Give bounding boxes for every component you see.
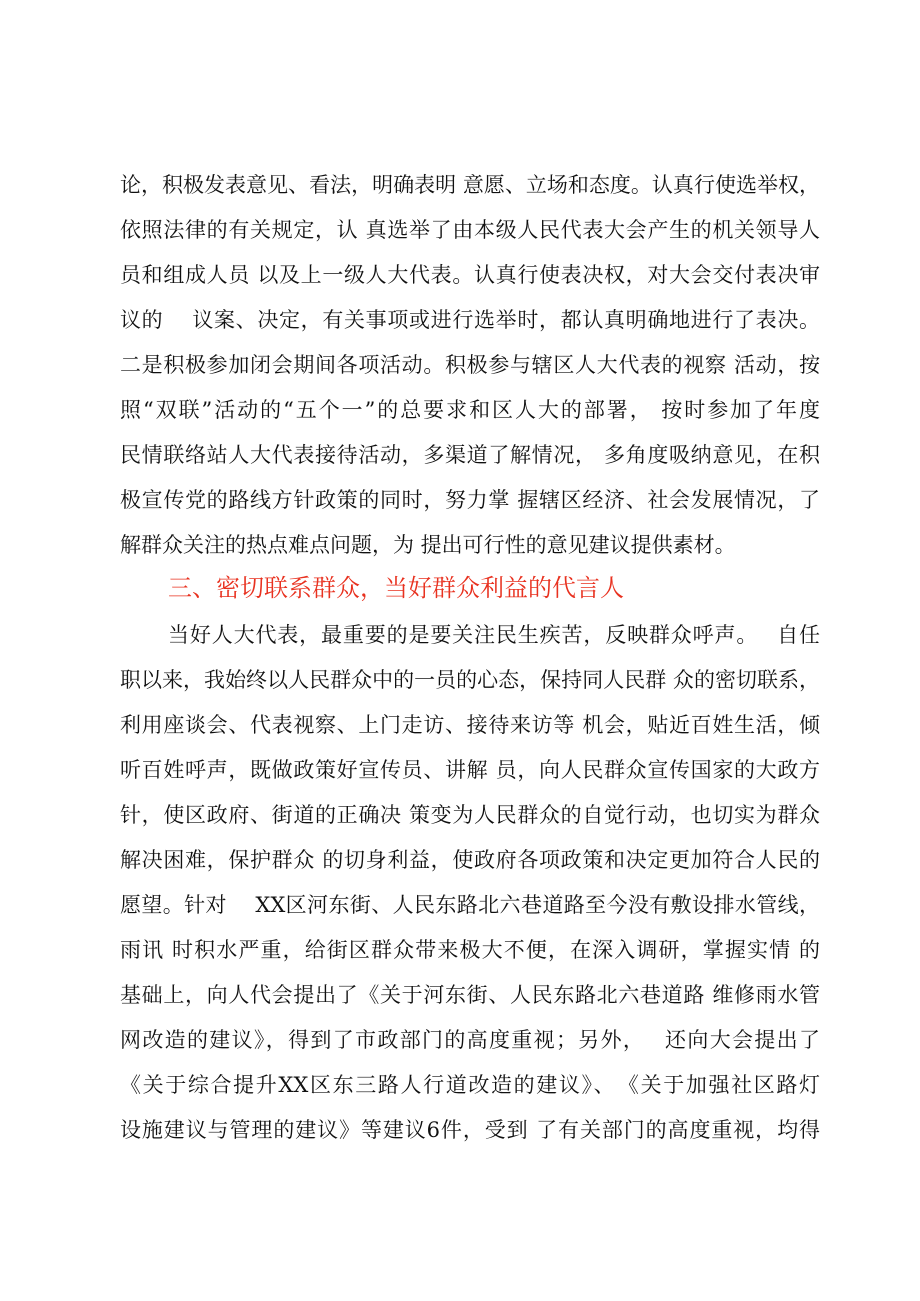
body-line: 极宣传党的路线方针政策的同时，努力掌 握辖区经济、社会发展情况，了 — [120, 488, 820, 512]
section-heading: 三、密切联系群众，当好群众利益的代言人 — [168, 574, 624, 602]
body-line: 愿望。针对 XX区河东街、人民东路北六巷道路至今没有敷设排水管线， — [120, 893, 820, 917]
body-line: 雨讯 时积水严重，给街区群众带来极大不便，在深入调研，掌握实情 的 — [120, 938, 820, 962]
body-line: 依照法律的有关规定，认 真选举了由本级人民代表大会产生的机关领导人 — [120, 218, 820, 242]
body-line: 职以来，我始终以人民群众中的一员的心态，保持同人民群 众的密切联系， — [120, 668, 820, 692]
body-line: 员和组成人员 以及上一级人大代表。认真行使表决权，对大会交付表决审 — [120, 263, 820, 287]
body-line: 照“双联”活动的“五个一”的总要求和区人大的部署， 按时参加了年度 — [120, 398, 820, 422]
body-line: 解决困难，保护群众 的切身利益，使政府各项政策和决定更加符合人民的 — [120, 848, 820, 872]
body-line: 民情联络站人大代表接待活动，多渠道了解情况， 多角度吸纳意见，在积 — [120, 443, 820, 467]
body-line: 《关于综合提升XX区东三路人行道改造的建议》、 《关于加强社区路灯 — [120, 1073, 820, 1097]
body-line: 议的 议案、决定，有关事项或进行选举时，都认真明确地进行了表决。 — [120, 308, 820, 332]
body-line: 针，使区政府、街道的正确决 策变为人民群众的自觉行动，也切实为群众 — [120, 803, 820, 827]
body-line: 利用座谈会、代表视察、上门走访、接待来访等 机会，贴近百姓生活，倾 — [120, 713, 820, 737]
body-line: 二是积极参加闭会期间各项活动。积极参与辖区人大代表的视察 活动，按 — [120, 353, 820, 377]
body-line: 当好人大代表，最重要的是要关注民生疾苦，反映群众呼声。 自任 — [168, 623, 820, 647]
body-line: 听百姓呼声，既做政策好宣传员、讲解 员，向人民群众宣传国家的大政方 — [120, 758, 820, 782]
body-line: 基础上，向人代会提出了《关于河东街、人民东路北六巷道路 维修雨水管 — [120, 983, 820, 1007]
body-line: 设施建议与管理的建议》等建议6件，受到 了有关部门的高度重视，均得 — [120, 1118, 820, 1142]
body-line: 论，积极发表意见、看法，明确表明 意愿、立场和态度。认真行使选举权， — [120, 173, 820, 197]
body-line: 网改造的建议》，得到了市政部门的高度重视；另外， 还向大会提出了 — [120, 1028, 820, 1052]
body-line: 解群众关注的热点难点问题，为 提出可行性的意见建议提供素材。 — [120, 533, 736, 557]
